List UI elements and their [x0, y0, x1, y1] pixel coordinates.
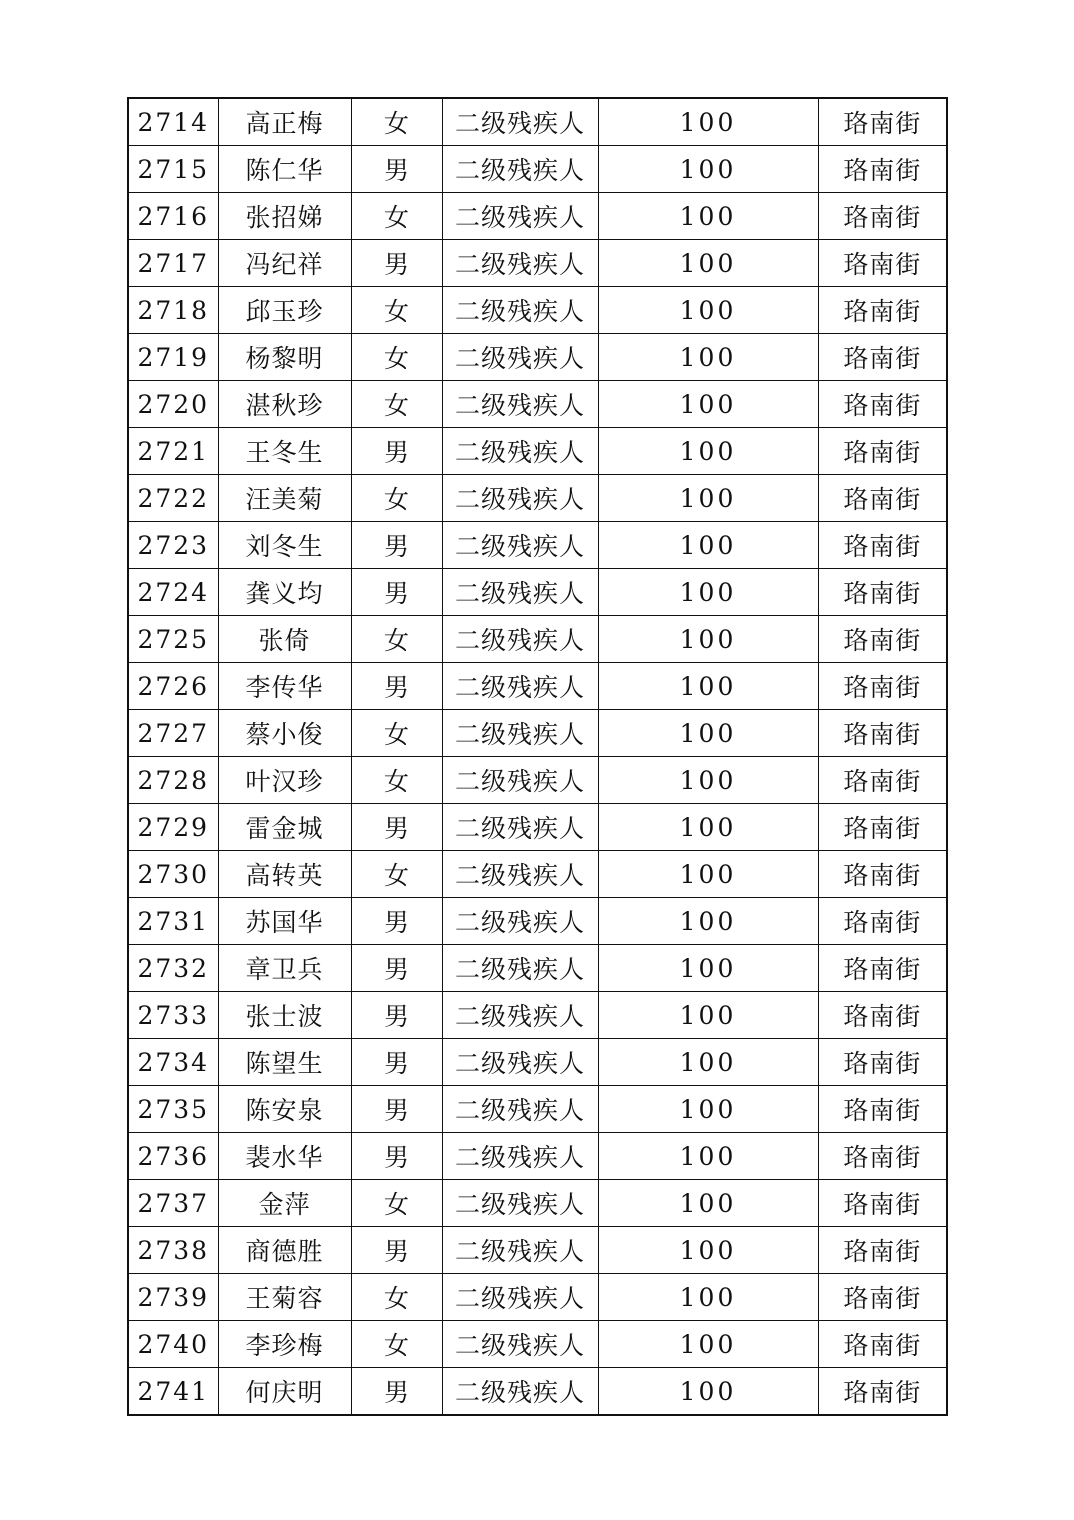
record-number-cell: 2738	[128, 1227, 218, 1274]
street-cell: 珞南街	[818, 98, 947, 146]
amount-cell: 100	[598, 898, 818, 945]
street-cell: 珞南街	[818, 1227, 947, 1274]
name-cell: 高正梅	[218, 98, 351, 146]
name-cell: 李传华	[218, 663, 351, 710]
table-row	[128, 381, 947, 428]
record-number-cell: 2732	[128, 945, 218, 992]
record-number-cell: 2716	[128, 193, 218, 240]
amount-cell: 100	[598, 851, 818, 898]
record-number-cell: 2727	[128, 710, 218, 757]
category-cell: 二级残疾人	[442, 381, 598, 428]
name-cell: 龚义均	[218, 569, 351, 616]
table-body	[128, 98, 947, 1415]
record-number-cell: 2730	[128, 851, 218, 898]
street-cell: 珞南街	[818, 1321, 947, 1368]
record-number-cell: 2728	[128, 757, 218, 804]
street-cell: 珞南街	[818, 287, 947, 334]
street-cell: 珞南街	[818, 1133, 947, 1180]
amount-cell: 100	[598, 1227, 818, 1274]
street-cell: 珞南街	[818, 1274, 947, 1321]
record-number-cell: 2741	[128, 1368, 218, 1416]
category-cell: 二级残疾人	[442, 1368, 598, 1416]
street-cell: 珞南街	[818, 1039, 947, 1086]
record-number-cell: 2723	[128, 522, 218, 569]
record-number-cell: 2735	[128, 1086, 218, 1133]
record-number-cell: 2721	[128, 428, 218, 475]
name-cell: 冯纪祥	[218, 240, 351, 287]
street-cell: 珞南街	[818, 992, 947, 1039]
street-cell: 珞南街	[818, 240, 947, 287]
record-number-cell: 2722	[128, 475, 218, 522]
category-cell: 二级残疾人	[442, 1274, 598, 1321]
record-number-cell: 2725	[128, 616, 218, 663]
beneficiary-table	[127, 97, 948, 1416]
name-cell: 王冬生	[218, 428, 351, 475]
table-row	[128, 851, 947, 898]
table-row	[128, 428, 947, 475]
gender-cell: 女	[351, 381, 442, 428]
amount-cell: 100	[598, 1039, 818, 1086]
category-cell: 二级残疾人	[442, 569, 598, 616]
table-row	[128, 146, 947, 193]
name-cell: 蔡小俊	[218, 710, 351, 757]
amount-cell: 100	[598, 146, 818, 193]
gender-cell: 男	[351, 898, 442, 945]
table-row	[128, 616, 947, 663]
amount-cell: 100	[598, 1133, 818, 1180]
gender-cell: 女	[351, 98, 442, 146]
street-cell: 珞南街	[818, 146, 947, 193]
record-number-cell: 2715	[128, 146, 218, 193]
name-cell: 湛秋珍	[218, 381, 351, 428]
gender-cell: 男	[351, 1086, 442, 1133]
gender-cell: 女	[351, 287, 442, 334]
street-cell: 珞南街	[818, 616, 947, 663]
category-cell: 二级残疾人	[442, 710, 598, 757]
category-cell: 二级残疾人	[442, 616, 598, 663]
name-cell: 商德胜	[218, 1227, 351, 1274]
record-number-cell: 2719	[128, 334, 218, 381]
table-row	[128, 475, 947, 522]
amount-cell: 100	[598, 193, 818, 240]
name-cell: 陈望生	[218, 1039, 351, 1086]
table-row	[128, 1227, 947, 1274]
table-row	[128, 569, 947, 616]
amount-cell: 100	[598, 1368, 818, 1416]
street-cell: 珞南街	[818, 1368, 947, 1416]
street-cell: 珞南街	[818, 569, 947, 616]
gender-cell: 女	[351, 475, 442, 522]
category-cell: 二级残疾人	[442, 804, 598, 851]
table-row	[128, 1180, 947, 1227]
record-number-cell: 2720	[128, 381, 218, 428]
table-row	[128, 945, 947, 992]
amount-cell: 100	[598, 522, 818, 569]
gender-cell: 女	[351, 334, 442, 381]
table-row	[128, 663, 947, 710]
category-cell: 二级残疾人	[442, 1180, 598, 1227]
name-cell: 邱玉珍	[218, 287, 351, 334]
gender-cell: 男	[351, 1039, 442, 1086]
name-cell: 李珍梅	[218, 1321, 351, 1368]
category-cell: 二级残疾人	[442, 98, 598, 146]
table-row	[128, 757, 947, 804]
name-cell: 高转英	[218, 851, 351, 898]
gender-cell: 女	[351, 1321, 442, 1368]
street-cell: 珞南街	[818, 804, 947, 851]
table-row	[128, 522, 947, 569]
street-cell: 珞南街	[818, 522, 947, 569]
record-number-cell: 2724	[128, 569, 218, 616]
table-row	[128, 1133, 947, 1180]
category-cell: 二级残疾人	[442, 287, 598, 334]
table-row	[128, 1039, 947, 1086]
gender-cell: 女	[351, 851, 442, 898]
record-number-cell: 2726	[128, 663, 218, 710]
category-cell: 二级残疾人	[442, 1227, 598, 1274]
name-cell: 章卫兵	[218, 945, 351, 992]
gender-cell: 男	[351, 1227, 442, 1274]
category-cell: 二级残疾人	[442, 1133, 598, 1180]
name-cell: 杨黎明	[218, 334, 351, 381]
gender-cell: 男	[351, 1368, 442, 1416]
table-row	[128, 898, 947, 945]
name-cell: 苏国华	[218, 898, 351, 945]
street-cell: 珞南街	[818, 334, 947, 381]
amount-cell: 100	[598, 569, 818, 616]
category-cell: 二级残疾人	[442, 428, 598, 475]
name-cell: 汪美菊	[218, 475, 351, 522]
name-cell: 何庆明	[218, 1368, 351, 1416]
record-number-cell: 2734	[128, 1039, 218, 1086]
gender-cell: 男	[351, 240, 442, 287]
name-cell: 叶汉珍	[218, 757, 351, 804]
category-cell: 二级残疾人	[442, 1039, 598, 1086]
gender-cell: 男	[351, 663, 442, 710]
amount-cell: 100	[598, 1274, 818, 1321]
gender-cell: 男	[351, 522, 442, 569]
name-cell: 王菊容	[218, 1274, 351, 1321]
amount-cell: 100	[598, 1086, 818, 1133]
gender-cell: 女	[351, 757, 442, 804]
name-cell: 刘冬生	[218, 522, 351, 569]
record-number-cell: 2714	[128, 98, 218, 146]
street-cell: 珞南街	[818, 1180, 947, 1227]
gender-cell: 男	[351, 1133, 442, 1180]
category-cell: 二级残疾人	[442, 240, 598, 287]
name-cell: 陈仁华	[218, 146, 351, 193]
amount-cell: 100	[598, 334, 818, 381]
street-cell: 珞南街	[818, 757, 947, 804]
name-cell: 裴水华	[218, 1133, 351, 1180]
table-row	[128, 334, 947, 381]
amount-cell: 100	[598, 710, 818, 757]
table-row	[128, 287, 947, 334]
record-number-cell: 2717	[128, 240, 218, 287]
amount-cell: 100	[598, 428, 818, 475]
category-cell: 二级残疾人	[442, 851, 598, 898]
gender-cell: 男	[351, 945, 442, 992]
category-cell: 二级残疾人	[442, 992, 598, 1039]
table-row	[128, 1368, 947, 1416]
street-cell: 珞南街	[818, 663, 947, 710]
category-cell: 二级残疾人	[442, 334, 598, 381]
table-row	[128, 98, 947, 146]
street-cell: 珞南街	[818, 1086, 947, 1133]
gender-cell: 男	[351, 428, 442, 475]
category-cell: 二级残疾人	[442, 522, 598, 569]
street-cell: 珞南街	[818, 193, 947, 240]
street-cell: 珞南街	[818, 945, 947, 992]
amount-cell: 100	[598, 804, 818, 851]
amount-cell: 100	[598, 992, 818, 1039]
category-cell: 二级残疾人	[442, 475, 598, 522]
gender-cell: 女	[351, 1180, 442, 1227]
name-cell: 陈安泉	[218, 1086, 351, 1133]
name-cell: 张士波	[218, 992, 351, 1039]
record-number-cell: 2718	[128, 287, 218, 334]
table-row	[128, 1321, 947, 1368]
record-number-cell: 2736	[128, 1133, 218, 1180]
record-number-cell: 2740	[128, 1321, 218, 1368]
table-row	[128, 1274, 947, 1321]
name-cell: 雷金城	[218, 804, 351, 851]
amount-cell: 100	[598, 945, 818, 992]
category-cell: 二级残疾人	[442, 945, 598, 992]
amount-cell: 100	[598, 663, 818, 710]
name-cell: 金萍	[218, 1180, 351, 1227]
table-row	[128, 992, 947, 1039]
gender-cell: 女	[351, 1274, 442, 1321]
table-row	[128, 710, 947, 757]
amount-cell: 100	[598, 1321, 818, 1368]
table-row	[128, 193, 947, 240]
amount-cell: 100	[598, 475, 818, 522]
record-number-cell: 2731	[128, 898, 218, 945]
record-number-cell: 2733	[128, 992, 218, 1039]
gender-cell: 女	[351, 710, 442, 757]
gender-cell: 女	[351, 616, 442, 663]
category-cell: 二级残疾人	[442, 146, 598, 193]
name-cell: 张倚	[218, 616, 351, 663]
table-row	[128, 1086, 947, 1133]
category-cell: 二级残疾人	[442, 757, 598, 804]
amount-cell: 100	[598, 757, 818, 804]
category-cell: 二级残疾人	[442, 193, 598, 240]
street-cell: 珞南街	[818, 381, 947, 428]
street-cell: 珞南街	[818, 710, 947, 757]
amount-cell: 100	[598, 287, 818, 334]
record-number-cell: 2739	[128, 1274, 218, 1321]
amount-cell: 100	[598, 240, 818, 287]
gender-cell: 男	[351, 146, 442, 193]
name-cell: 张招娣	[218, 193, 351, 240]
category-cell: 二级残疾人	[442, 1321, 598, 1368]
record-number-cell: 2737	[128, 1180, 218, 1227]
amount-cell: 100	[598, 616, 818, 663]
category-cell: 二级残疾人	[442, 663, 598, 710]
gender-cell: 男	[351, 992, 442, 1039]
category-cell: 二级残疾人	[442, 898, 598, 945]
street-cell: 珞南街	[818, 428, 947, 475]
amount-cell: 100	[598, 98, 818, 146]
table-row	[128, 804, 947, 851]
street-cell: 珞南街	[818, 898, 947, 945]
table-row	[128, 240, 947, 287]
street-cell: 珞南街	[818, 475, 947, 522]
gender-cell: 男	[351, 569, 442, 616]
amount-cell: 100	[598, 381, 818, 428]
gender-cell: 男	[351, 804, 442, 851]
street-cell: 珞南街	[818, 851, 947, 898]
category-cell: 二级残疾人	[442, 1086, 598, 1133]
record-number-cell: 2729	[128, 804, 218, 851]
gender-cell: 女	[351, 193, 442, 240]
amount-cell: 100	[598, 1180, 818, 1227]
